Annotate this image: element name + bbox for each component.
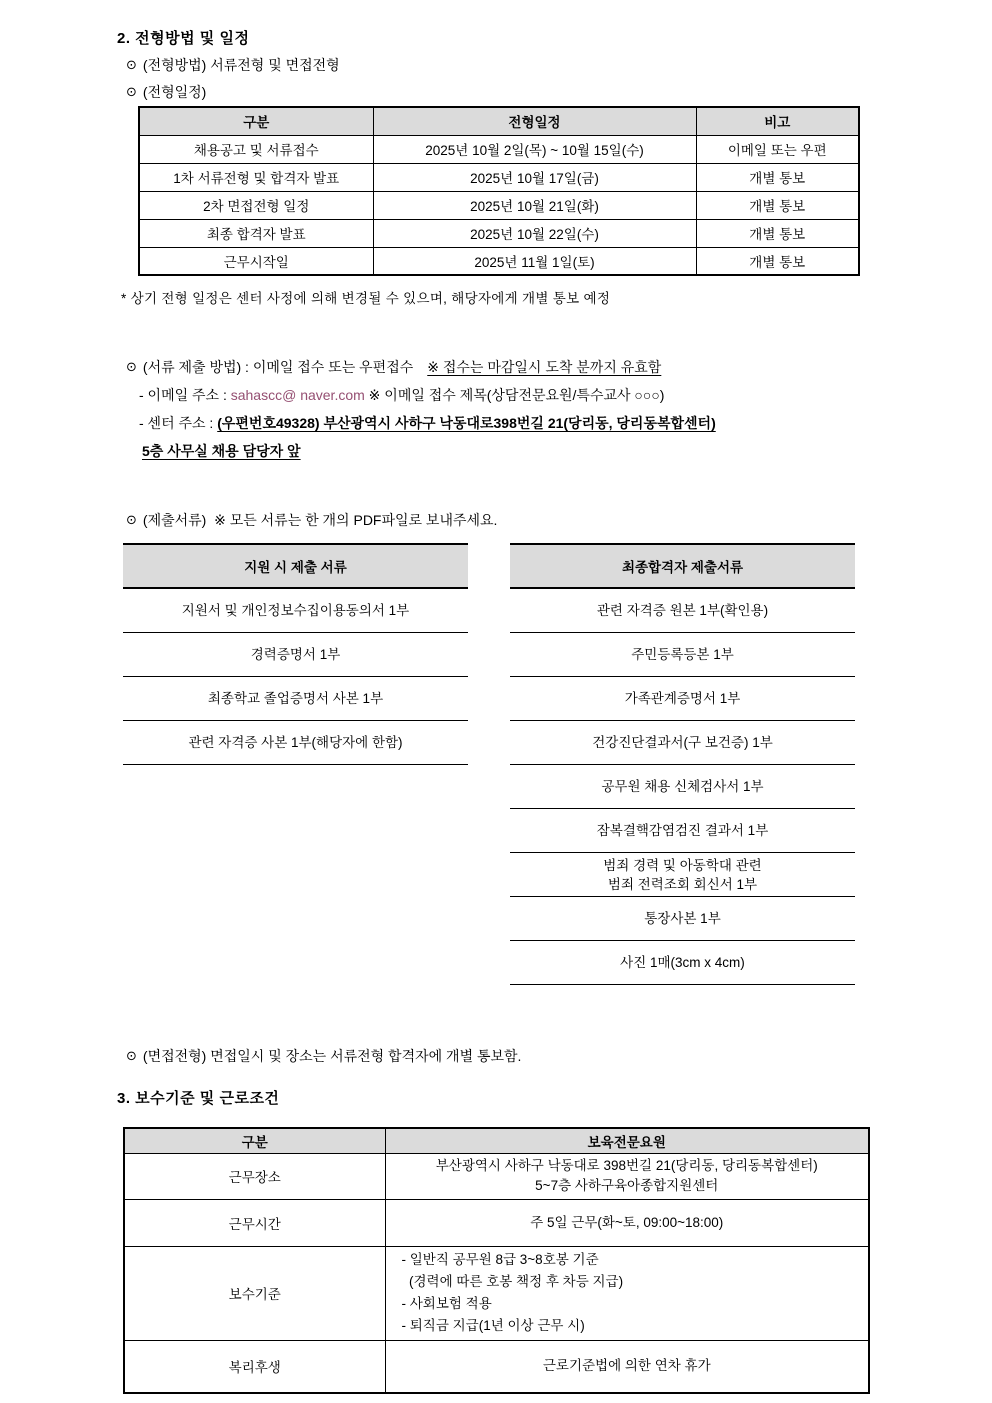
schedule-row [139,163,859,191]
submission-method-text: (서류 제출 방법) : 이메일 접수 또는 우편접수 [142,359,414,375]
apply-documents-table [123,543,468,765]
schedule-cell: 2025년 10월 17일(금) [373,163,696,191]
conditions-header-cell: 구분 [124,1128,385,1153]
final-documents-header: 최종합격자 제출서류 [510,545,855,589]
workplace-line: 부산광역시 사하구 낙동대로 398번길 21(당리동, 당리동복합센터) [435,1158,818,1173]
bullet-icon: ⊙ [126,57,137,72]
apply-documents-header: 지원 시 제출 서류 [123,545,468,589]
submission-deadline-note: ※ 접수는 마감일시 도착 분까지 유효함 [427,359,662,375]
final-document-text: 사진 1매(3cm x 4cm) [620,955,745,970]
conditions-table [123,1127,870,1394]
conditions-row-value [385,1246,869,1340]
final-document-row [510,633,855,677]
center-address-line [139,413,716,433]
bullet-icon: ⊙ [126,359,137,374]
schedule-footnote: * 상기 전형 일정은 센터 사정에 의해 변경될 수 있으며, 해당자에게 개별 통보 예정 [121,291,611,306]
pay-line: - 퇴직금 지급(1년 이상 근무 시) [401,1318,585,1333]
schedule-cell: 1차 서류전형 및 합격자 발표 [139,163,373,191]
schedule-cell: 2025년 10월 21일(화) [373,191,696,219]
selection-method-line [126,55,340,75]
final-document-text: 범죄 전력조회 회신서 1부 [607,876,758,892]
schedule-row [139,191,859,219]
schedule-row [139,135,859,163]
pay-line: - 일반직 공무원 8급 3~8호봉 기준 [401,1252,599,1267]
final-document-text: 잠복결핵감염검진 결과서 1부 [596,823,769,838]
email-link[interactable]: sahascc@ naver.com [230,387,365,403]
schedule-row [139,219,859,247]
schedule-cell: 개별 통보 [696,191,859,219]
schedule-header-cell: 전형일정 [373,107,696,135]
conditions-row-label: 근무시간 [124,1199,385,1246]
apply-document-row: 최종학교 졸업증명서 사본 1부 [123,677,468,721]
final-document-text: 범죄 경력 및 아동학대 관련 [603,857,762,873]
final-document-text: 관련 자격증 원본 1부(확인용) [596,603,769,618]
final-document-row [510,677,855,721]
final-document-text: 공무원 채용 신체검사서 1부 [601,779,764,794]
schedule-cell: 2025년 10월 22일(수) [373,219,696,247]
schedule-cell: 근무시작일 [139,247,373,275]
email-label: - 이메일 주소 : [139,387,231,403]
schedule-header-cell: 구분 [139,107,373,135]
conditions-row [124,1153,869,1199]
schedule-cell: 채용공고 및 서류접수 [139,135,373,163]
conditions-row-value [385,1153,869,1199]
schedule-cell: 개별 통보 [696,163,859,191]
center-address-value: (우편번호49328) 부산광역시 사하구 낙동대로398번길 21(당리동, 당리동복합센터) [217,415,716,431]
conditions-row-value: 주 5일 근무(화~토, 09:00~18:00) [385,1199,869,1246]
selection-schedule-label: (전형일정) [142,84,207,100]
final-document-text: 가족관계증명서 1부 [624,691,741,706]
email-address-line [139,385,664,405]
section-3-heading: 3. 보수기준 및 근로조건 [117,1090,280,1107]
submission-method-line [126,357,661,377]
schedule-cell: 2025년 10월 2일(목) ~ 10월 15일(수) [373,135,696,163]
pay-line: (경력에 따른 호봉 책정 후 차등 지급) [401,1274,624,1289]
schedule-table [138,106,860,276]
schedule-header-row [139,107,859,135]
interview-note-line [126,1046,521,1066]
pay-line: - 사회보험 적용 [401,1296,492,1311]
interview-note: (면접전형) 면접일시 및 장소는 서류전형 합격자에 개별 통보함. [142,1048,522,1064]
center-address-line-2: 5층 사무실 채용 담당자 앞 [142,443,301,459]
final-document-text: 주민등록등본 1부 [631,647,734,662]
documents-note-line [126,510,497,530]
final-document-row [510,765,855,809]
conditions-row [124,1340,869,1393]
conditions-row-value: 근로기준법에 의한 연차 휴가 [385,1340,869,1393]
bullet-icon: ⊙ [126,84,137,99]
conditions-header-row [124,1128,869,1153]
conditions-row-label: 보수기준 [124,1246,385,1340]
workplace-line: 5~7층 사하구육아종합지원센터 [535,1178,719,1193]
schedule-cell: 2025년 11월 1일(토) [373,247,696,275]
schedule-header-cell: 비고 [696,107,859,135]
apply-document-row: 경력증명서 1부 [123,633,468,677]
bullet-icon: ⊙ [126,1048,137,1063]
schedule-row [139,247,859,275]
final-document-row [510,589,855,633]
conditions-row-label: 복리후생 [124,1340,385,1393]
bullet-icon: ⊙ [126,512,137,527]
conditions-header-cell: 보육전문요원 [385,1128,869,1153]
selection-schedule-line [126,82,206,102]
documents-note: (제출서류) ※ 모든 서류는 한 개의 PDF파일로 보내주세요. [142,512,498,528]
conditions-row-label: 근무장소 [124,1153,385,1199]
schedule-cell: 2차 면접전형 일정 [139,191,373,219]
schedule-cell: 최종 합격자 발표 [139,219,373,247]
final-document-row [510,941,855,985]
section-2-heading: 2. 전형방법 및 일정 [117,30,250,47]
apply-document-row: 지원서 및 개인정보수집이용동의서 1부 [123,589,468,633]
conditions-row [124,1246,869,1340]
selection-method-label: (전형방법) 서류전형 및 면접전형 [142,57,340,73]
final-document-text: 건강진단결과서(구 보건증) 1부 [592,735,773,750]
final-document-row [510,809,855,853]
schedule-cell: 개별 통보 [696,247,859,275]
apply-document-row: 관련 자격증 사본 1부(해당자에 한함) [123,721,468,765]
conditions-row [124,1199,869,1246]
email-subject-note: ※ 이메일 접수 제목(상담전문요원/특수교사 ○○○) [364,387,665,403]
schedule-cell: 개별 통보 [696,219,859,247]
schedule-cell: 이메일 또는 우편 [696,135,859,163]
final-document-row [510,897,855,941]
final-documents-table [510,543,855,985]
address-label: - 센터 주소 : [139,415,218,431]
final-document-row [510,853,855,897]
final-document-row [510,721,855,765]
final-document-text: 통장사본 1부 [644,911,721,926]
